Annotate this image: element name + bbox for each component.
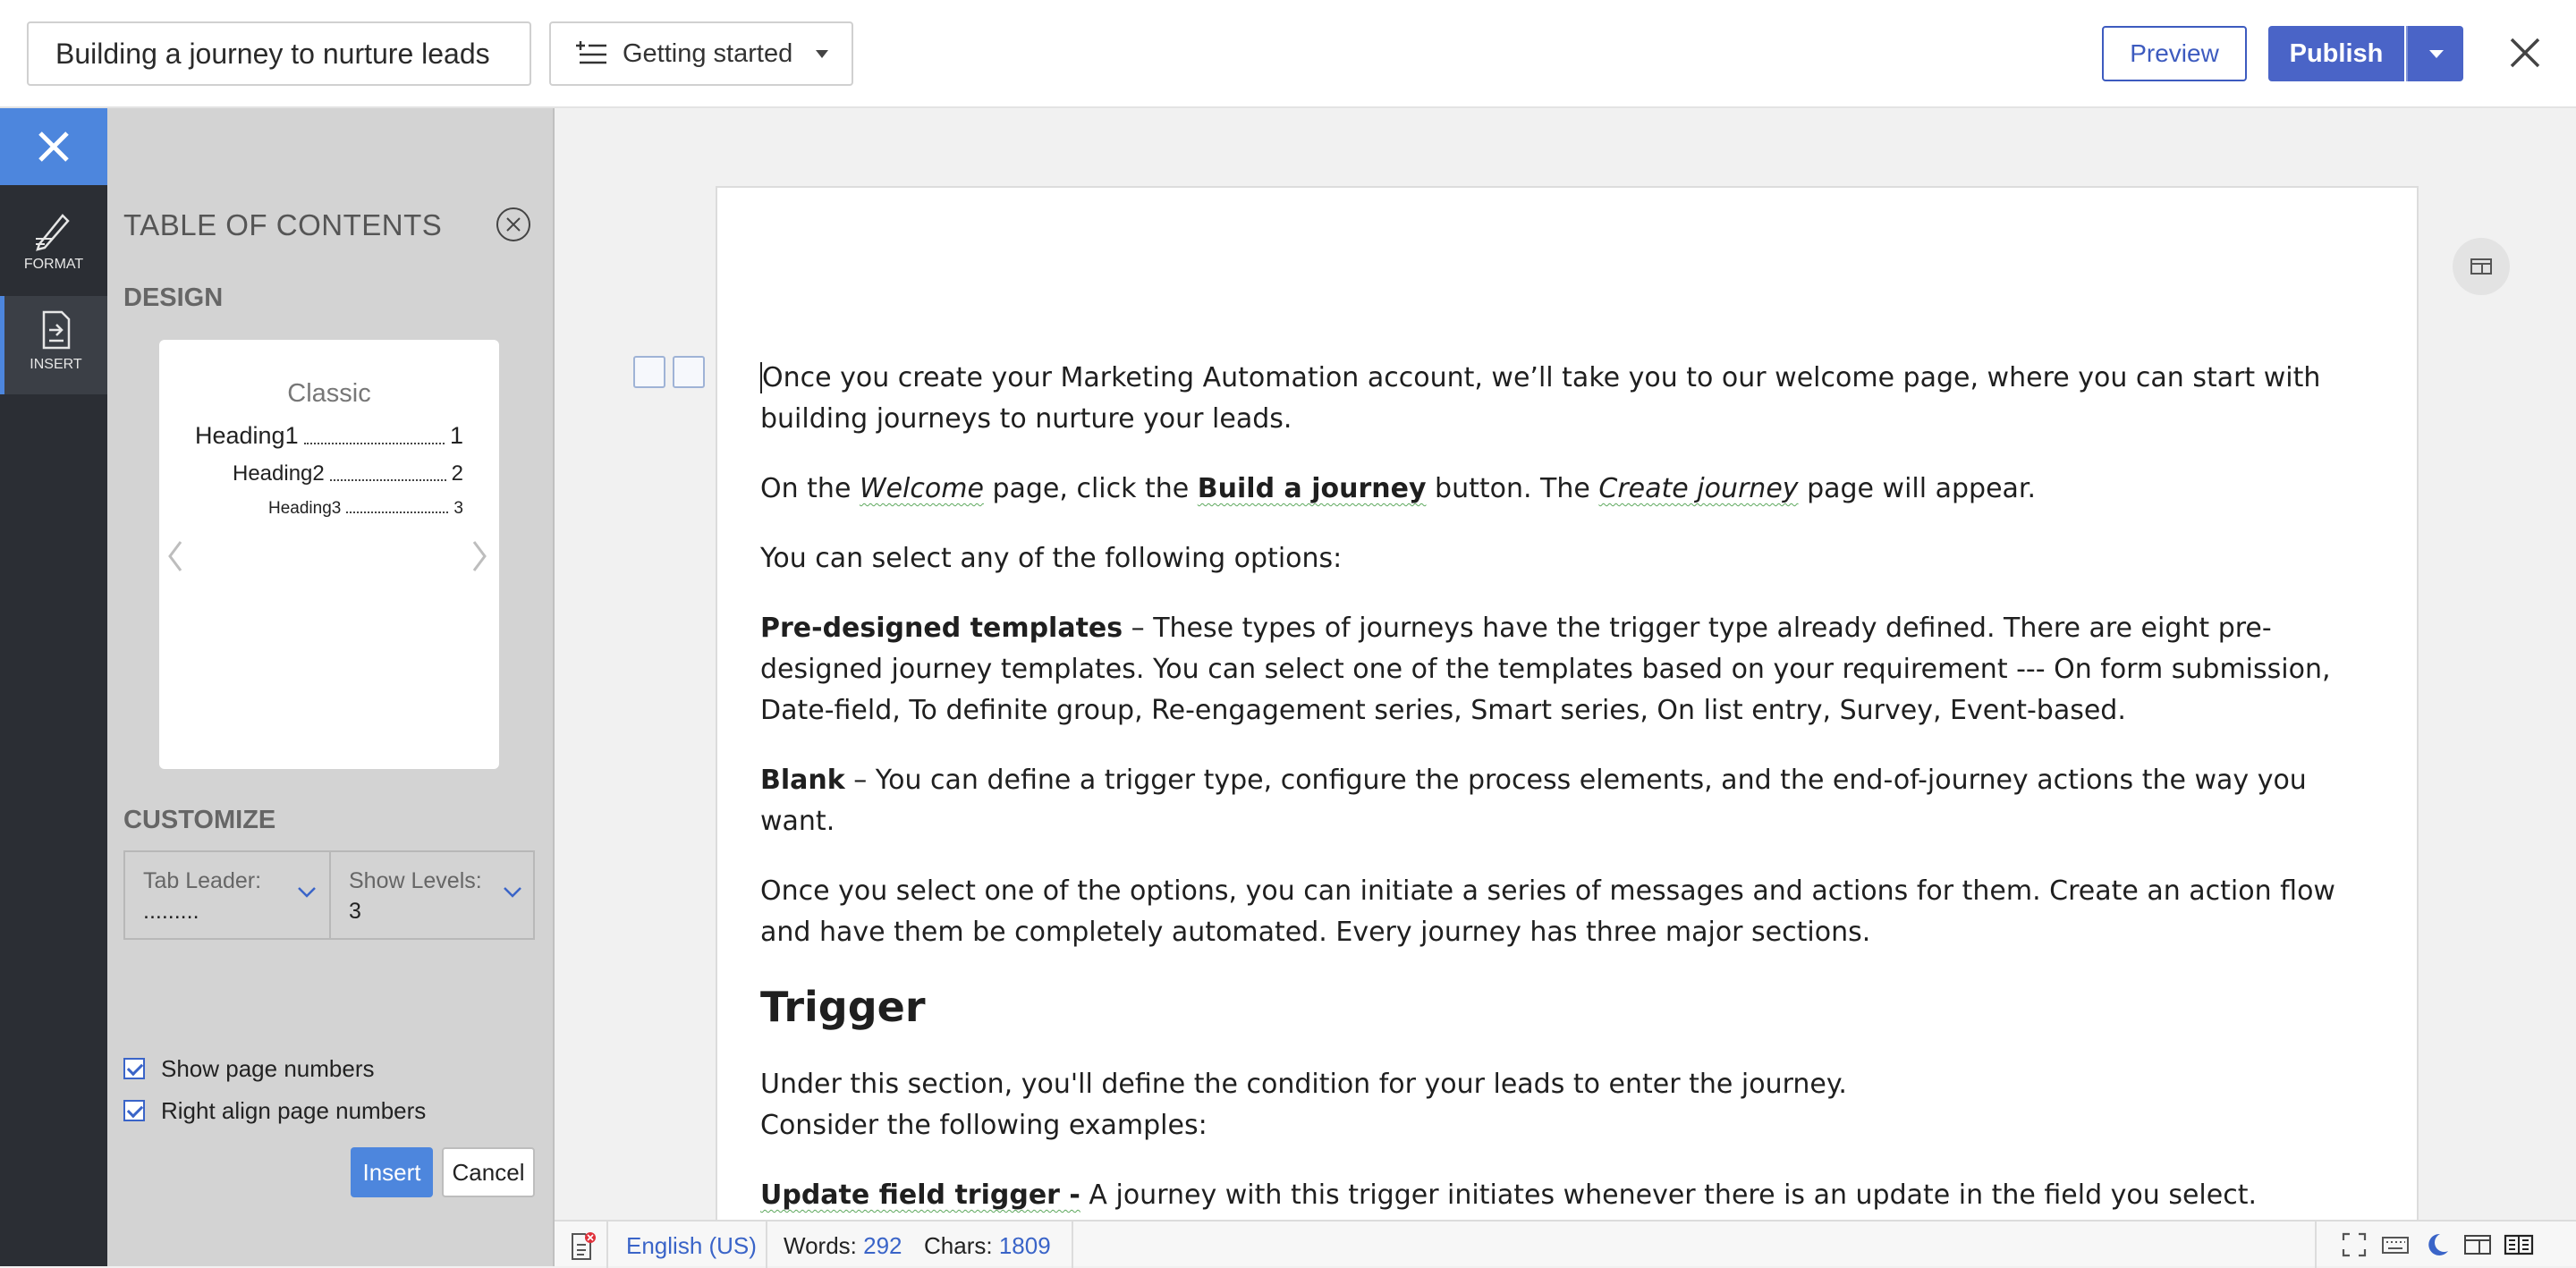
document-error-icon[interactable] — [567, 1230, 597, 1261]
show-levels-dropdown[interactable] — [331, 852, 535, 938]
paragraph — [760, 1064, 2388, 1146]
toc-preview-page: 3 — [453, 499, 463, 518]
rail-insert-tab[interactable] — [0, 296, 107, 394]
close-icon — [0, 108, 107, 185]
reading-mode-icon[interactable] — [2503, 1229, 2535, 1261]
document-title-text: Building a journey to nurture leads — [55, 37, 490, 70]
folder-label: Getting started — [623, 38, 793, 68]
paragraph-options-icon[interactable] — [673, 356, 705, 388]
paragraph-text: – These types of journeys have the trigger type already defined. There are eight pre-designed journey templates. You can select one of the templates based on your requirement --- On form submission, Date-field, To definite group, Re-engagement series, Smart series, On list entry, Survey, Event-based. — [760, 613, 2331, 726]
char-count — [924, 1232, 1051, 1260]
separator — [606, 1222, 608, 1268]
publish-options-button[interactable] — [2406, 26, 2463, 81]
separator — [766, 1222, 767, 1268]
insert-button[interactable]: Insert — [351, 1147, 433, 1197]
add-list-icon — [574, 40, 608, 67]
keyboard-icon[interactable] — [2379, 1229, 2411, 1261]
separator — [1072, 1222, 1073, 1268]
rail-format-label: FORMAT — [23, 257, 84, 272]
close-circle-icon[interactable] — [496, 207, 531, 242]
paragraph-gutter-tools — [633, 356, 705, 388]
chevron-down-icon — [503, 886, 522, 899]
show-levels-label: Show Levels: — [349, 868, 482, 893]
bold-text: Blank — [760, 765, 845, 796]
layout-icon — [2453, 238, 2510, 295]
status-bar — [555, 1220, 2576, 1266]
paragraph-text: – You can define a trigger type, configure the process elements, and the end-of-journey actions the way you want. — [760, 765, 2307, 837]
word-count — [784, 1232, 902, 1260]
document-page[interactable] — [716, 186, 2419, 1223]
customize-dropdowns — [123, 850, 535, 940]
chars-value: 1809 — [998, 1232, 1051, 1259]
tab-leader-label: Tab Leader: — [143, 868, 262, 893]
chevron-down-icon — [297, 886, 317, 899]
right-align-label: Right align page numbers — [161, 1096, 427, 1124]
paragraph — [760, 760, 2388, 842]
paragraph-text: Once you create your Marketing Automation account, we’ll take you to our welcome page, where you can start with building journeys to nurture your leads. — [760, 362, 2321, 435]
preview-button[interactable]: Preview — [2102, 26, 2247, 81]
words-label: Words: — [784, 1232, 857, 1259]
page-layout-button[interactable] — [2453, 238, 2510, 295]
language-selector[interactable]: English (US) — [626, 1232, 757, 1259]
publish-button[interactable]: Publish — [2268, 26, 2404, 81]
table-of-contents-panel — [107, 108, 555, 1266]
show-page-numbers-checkbox[interactable] — [123, 1053, 374, 1084]
night-mode-icon[interactable] — [2420, 1229, 2453, 1261]
italic-text: Create journey — [1598, 473, 1799, 504]
checkbox-checked-icon — [123, 1100, 145, 1121]
paragraph-text: page will appear. — [1798, 473, 2037, 504]
chevron-right-icon[interactable] — [469, 538, 490, 574]
tab-leader-dropdown[interactable] — [125, 852, 331, 938]
caret-down-icon — [816, 50, 828, 58]
paragraph — [760, 608, 2388, 731]
chevron-left-icon[interactable] — [165, 538, 186, 574]
fullscreen-icon[interactable] — [2338, 1229, 2370, 1261]
rail-format-tab[interactable] — [0, 196, 107, 294]
right-align-page-numbers-checkbox[interactable] — [123, 1095, 426, 1126]
design-section-label: DESIGN — [123, 283, 224, 312]
document-title-input[interactable] — [27, 21, 531, 86]
tab-leader-value: ......... — [143, 899, 199, 924]
folder-dropdown[interactable] — [549, 21, 853, 86]
paragraph-text: Under this section, you'll define the condition for your leads to enter the journey. — [760, 1069, 1847, 1100]
paragraph — [760, 358, 2388, 440]
paragraph: You can select any of the following options: — [760, 543, 1343, 574]
chars-label: Chars: — [924, 1232, 993, 1259]
bold-text: Build a journey — [1197, 473, 1427, 504]
toc-preview-heading: Heading3 — [268, 499, 342, 518]
top-bar — [0, 0, 2576, 108]
paragraph-text: button. The — [1426, 473, 1599, 504]
panel-title: TABLE OF CONTENTS — [123, 208, 443, 241]
separator — [2315, 1222, 2317, 1268]
left-rail — [0, 108, 107, 1266]
close-icon[interactable] — [2504, 32, 2546, 73]
insert-document-icon — [35, 309, 78, 351]
toc-preview-line — [195, 422, 463, 450]
section-heading: Trigger — [760, 983, 926, 1031]
design-name: Classic — [287, 379, 371, 408]
toc-preview-page: 2 — [451, 461, 463, 486]
italic-text: Welcome — [859, 473, 984, 504]
document-body[interactable] — [760, 358, 2388, 1223]
toc-preview-page: 1 — [449, 422, 463, 449]
cancel-button[interactable]: Cancel — [442, 1147, 535, 1197]
paragraph-text: Consider the following examples: — [760, 1110, 1208, 1141]
customize-section-label: CUSTOMIZE — [123, 806, 276, 834]
paragraph-text: On the — [760, 473, 860, 504]
add-block-icon[interactable] — [633, 356, 665, 388]
toc-preview-heading: Heading1 — [195, 422, 299, 449]
paragraph-text: page, click the — [983, 473, 1198, 504]
toc-design-card[interactable] — [159, 340, 499, 769]
show-levels-value: 3 — [349, 899, 361, 924]
toc-preview-line — [268, 499, 463, 519]
paragraph: Once you select one of the options, you can initiate a series of messages and actions for them. Create an action flow and have them be completely automated. Every journey has three major sections. — [760, 875, 2335, 948]
toc-preview-heading: Heading2 — [233, 461, 325, 486]
bold-text: Pre-designed templates — [760, 613, 1123, 644]
checkbox-checked-icon — [123, 1058, 145, 1079]
show-page-numbers-label: Show page numbers — [161, 1054, 375, 1082]
layout-icon[interactable] — [2462, 1229, 2494, 1261]
words-value: 292 — [863, 1232, 902, 1259]
paragraph — [760, 469, 2388, 510]
rail-insert-label: INSERT — [30, 357, 82, 372]
pen-icon — [32, 208, 75, 251]
toc-preview-line — [233, 461, 463, 486]
paragraph-text: A journey with this trigger initiates whenever there is an update in the field you select. — [1080, 1179, 2257, 1211]
paragraph — [760, 1175, 2388, 1216]
close-panel-button[interactable] — [0, 108, 107, 185]
bold-text: Update field trigger - — [760, 1179, 1080, 1211]
